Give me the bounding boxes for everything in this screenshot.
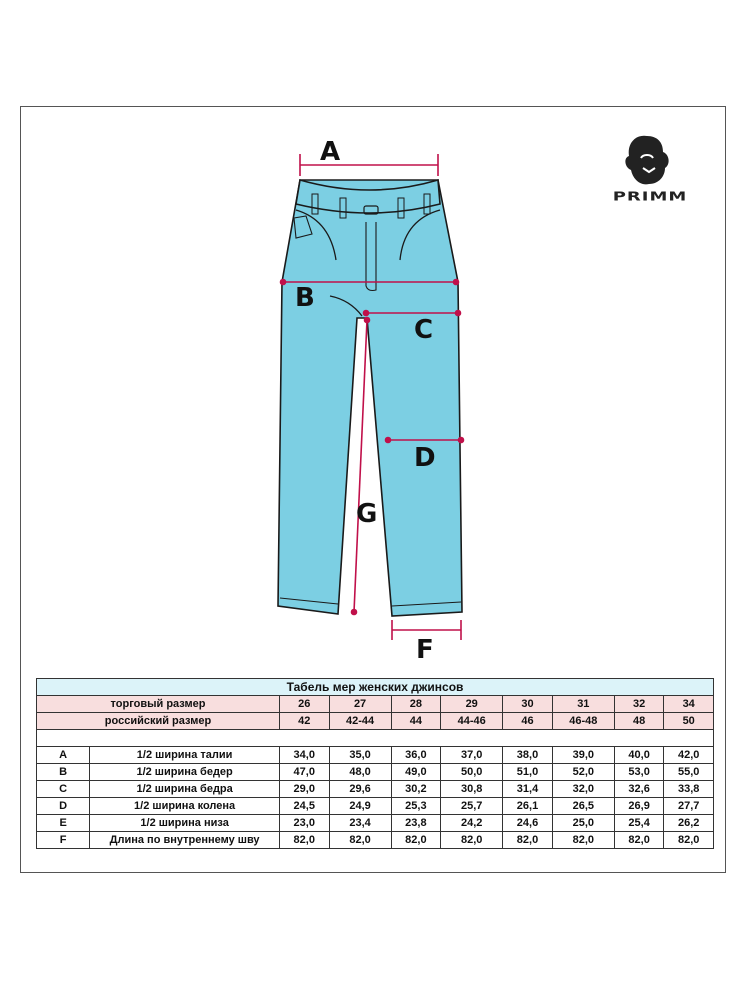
trade-size-cell: 34 — [664, 696, 714, 713]
table-title: Табель мер женских джинсов — [37, 679, 714, 696]
label-c: C — [414, 315, 434, 345]
label-b: B — [295, 283, 315, 313]
trade-size-label: торговый размер — [37, 696, 280, 713]
size-chart-table — [36, 678, 714, 849]
table-row: C 1/2 ширина бедра 29,0 29,6 30,2 30,8 31,4 32,0 32,6 33,8 — [37, 781, 714, 798]
table-row: F Длина по внутреннему шву 82,0 82,0 82,0 82,0 82,0 82,0 82,0 82,0 — [37, 832, 714, 849]
label-g: G — [356, 499, 378, 529]
ru-size-cell: 44-46 — [441, 713, 503, 730]
table-spacer — [37, 730, 714, 747]
ru-size-cell: 46 — [503, 713, 553, 730]
trade-size-cell: 26 — [280, 696, 330, 713]
jeans-body — [278, 180, 462, 616]
ru-size-cell: 48 — [614, 713, 664, 730]
ru-size-cell: 44 — [391, 713, 441, 730]
label-d: D — [414, 443, 436, 473]
trade-size-row — [37, 696, 714, 713]
ru-size-row — [37, 713, 714, 730]
ru-size-cell: 42-44 — [329, 713, 391, 730]
trade-size-cell: 32 — [614, 696, 664, 713]
table-row: E 1/2 ширина низа 23,0 23,4 23,8 24,2 24,6 25,0 25,4 26,2 — [37, 815, 714, 832]
table-row: D 1/2 ширина колена 24,5 24,9 25,3 25,7 26,1 26,5 26,9 27,7 — [37, 798, 714, 815]
ru-size-label: российский размер — [37, 713, 280, 730]
brand-wordmark: PRIMM — [612, 189, 688, 204]
ru-size-cell: 46-48 — [552, 713, 614, 730]
trade-size-cell: 29 — [441, 696, 503, 713]
trade-size-cell: 27 — [329, 696, 391, 713]
table-row: B 1/2 ширина бедер 47,0 48,0 49,0 50,0 51,0 52,0 53,0 55,0 — [37, 764, 714, 781]
ru-size-cell: 50 — [664, 713, 714, 730]
table-row: A 1/2 ширина талии 34,0 35,0 36,0 37,0 38,0 39,0 40,0 42,0 — [37, 747, 714, 764]
trade-size-cell: 31 — [552, 696, 614, 713]
label-a: A — [320, 137, 341, 167]
trade-size-cell: 30 — [503, 696, 553, 713]
table-title-row — [37, 679, 714, 696]
trade-size-cell: 28 — [391, 696, 441, 713]
label-f: F — [416, 635, 434, 665]
ru-size-cell: 42 — [280, 713, 330, 730]
